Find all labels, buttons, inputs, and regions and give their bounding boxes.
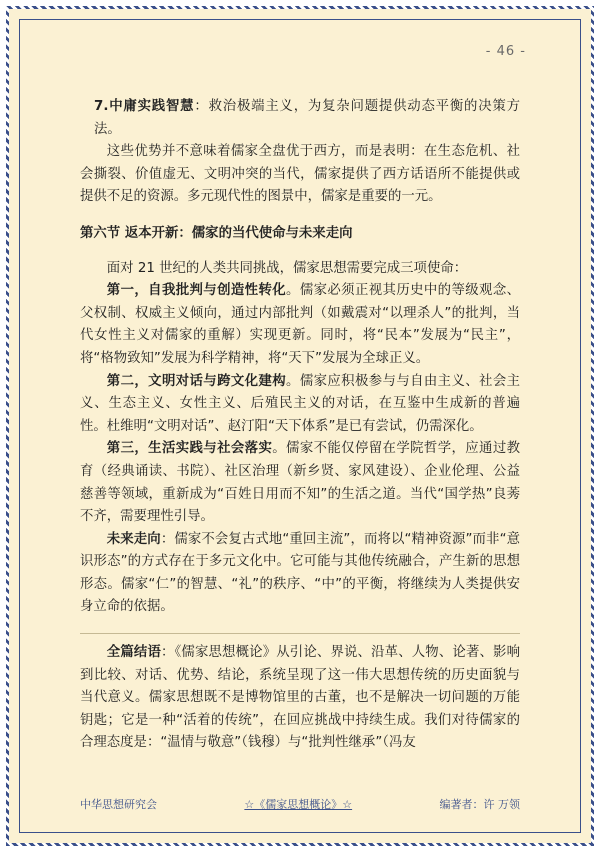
conclusion [80, 642, 520, 755]
conclusion-text: ：《儒家思想概论》从引论、界说、沿革、人物、论著、影响到比较、对话、优势、结论，系统呈现了这一伟大思想传统的历史面貌与当代意义。儒家思想既不是博物馆里的古董，也不是解决一切问题的万能钥匙；它是一种“活着的传统”，在回应挑战中持续生成。我们对待儒家的合理态度是：“温情与敬意”（钱穆）与“批判性继承”（冯友 [80, 645, 520, 751]
mission-3-heading: 第三，生活实践与社会落实 [106, 441, 273, 457]
future-direction-text: ：儒家不会复古式地“重回主流”，而将以“精神资源”而非“意识形态”的方式存在于多元文化中。它可能与其他传统融合，产生新的思想形态。儒家“仁”的智慧、“礼”的秩序、“中”的平衡，将继续为人类提供安身立命的依据。 [80, 531, 521, 615]
page-footer [80, 796, 520, 812]
paragraph-advantages: 这些优势并不意味着儒家全盘优于西方，而是表明：在生态危机、社会撕裂、价值虚无、文明冲突的当代，儒家提供了西方话语所不能提供或提供不足的资源。多元现代性的图景中，儒家是重要的一元。 [80, 144, 520, 205]
mission-2 [80, 371, 520, 439]
footer-author: 编著者：许 万领 [439, 798, 520, 811]
mission-2-text: 。儒家应积极参与与自由主义、社会主义、生态主义、女性主义、后殖民主义的对话，在互鉴中生成新的普遍性。杜维明“文明对话”、赵汀阳“天下体系”是已有尝试，仍需深化。 [80, 373, 521, 434]
mission-3 [80, 438, 520, 528]
footer-book-title: ☆《儒家思想概论》☆ [244, 798, 353, 811]
item-7-text: ：救治极端主义，为复杂问题提供动态平衡的决策方法。 [94, 99, 521, 137]
mission-1 [80, 280, 520, 370]
document-body [80, 96, 520, 755]
item-7 [80, 96, 520, 141]
footer-organization: 中华思想研究会 [80, 798, 157, 811]
mission-2-heading: 第二，文明对话与跨文化建构 [106, 373, 287, 389]
conclusion-heading: 全篇结语 [106, 645, 161, 661]
future-direction [80, 529, 520, 619]
page-number: - 46 - [485, 44, 526, 59]
item-7-heading: 7.中庸实践智慧 [94, 99, 195, 114]
paragraph-intro: 面对 21 世纪的人类共同挑战，儒家思想需要完成三项使命： [106, 260, 468, 276]
future-direction-heading: 未来走向 [106, 531, 161, 547]
mission-3-text: 。儒家不能仅停留在学院哲学，应通过教育（经典诵读、书院）、社区治理（新乡贤、家风建设）、企业伦理、公益慈善等领域，重新成为“百姓日用而不知”的生活之道。当代“国学热”良莠不齐，需要理性引导。 [80, 441, 521, 525]
mission-1-text: 。儒家必须正视其历史中的等级观念、父权制、权威主义倾向，通过内部批判（如戴震对“以理杀人”的批判，当代女性主义对儒家的重解）实现更新。同时，将“民本”发展为“民主”，将“格物致知”发展为科学精神，将“天下”发展为全球正义。 [80, 283, 521, 366]
section-title: 第六节 返本开新：儒家的当代使命与未来走向 [80, 225, 353, 241]
mission-1-heading: 第一，自我批判与创造性转化 [106, 283, 287, 299]
section-divider [80, 633, 520, 634]
